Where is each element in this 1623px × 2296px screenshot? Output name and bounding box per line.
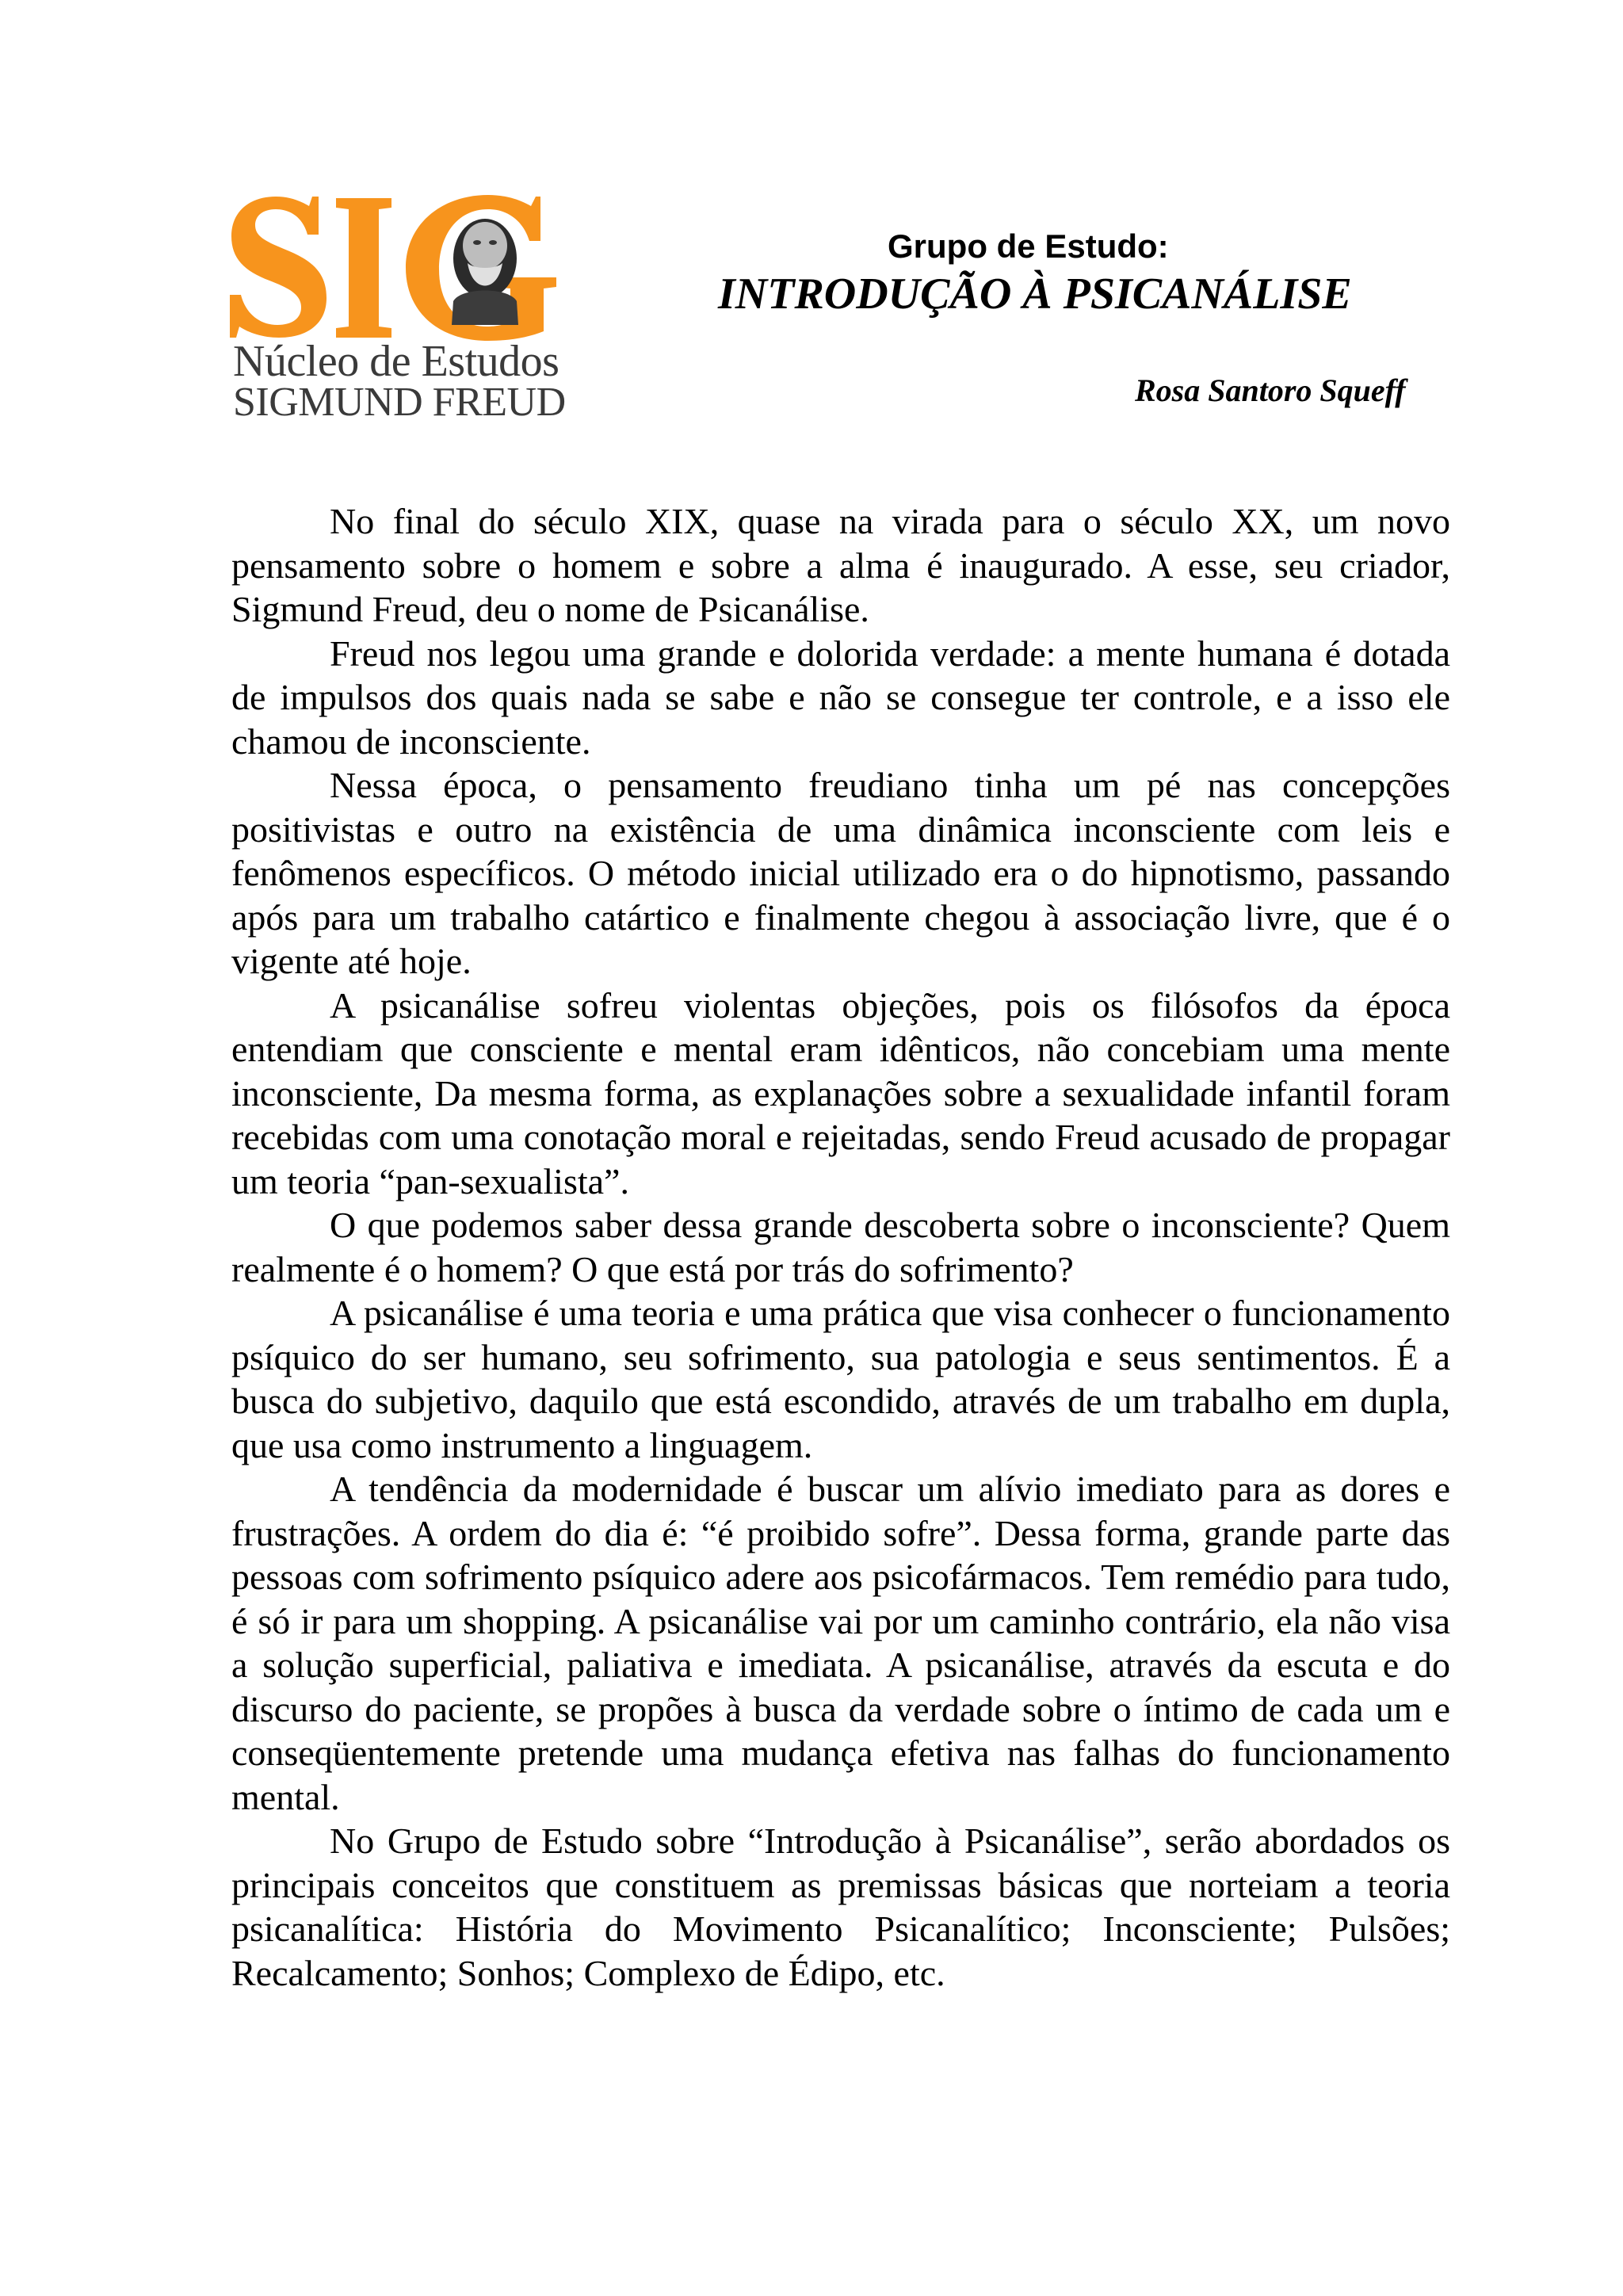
group-label: Grupo de Estudo: — [888, 227, 1169, 265]
paragraph: No final do século XIX, quase na virada para o século XX, um novo pensamento sobre o homem e sobre a alma é inaugurado. A esse, seu criador, Sigmund Freud, deu o nome de Psicanálise. — [231, 501, 1450, 629]
logo-letter-s — [230, 197, 327, 338]
paragraph: A psicanálise é uma teoria e uma prática que visa conhecer o funcionamento psíquico do ser humano, seu sofrimento, sua patologia e seus sentimentos. É a busca do subjetivo, daquilo que está escondido, através de um trabalho em dupla, que usa como instrumento a linguagem. — [231, 1293, 1450, 1465]
freud-portrait-icon — [452, 219, 518, 325]
paragraph: Freud nos legou uma grande e dolorida verdade: a mente humana é dotada de impulsos dos quais nada se sabe e não se consegue ter controle, e a isso ele chamou de inconsciente. — [231, 632, 1450, 762]
logo-letter-i — [336, 198, 391, 338]
sig-logo-mark — [230, 190, 602, 341]
paragraph: A tendência da modernidade é buscar um alívio imediato para as dores e frustrações. A ordem do dia é: “é proibido sofre”. Dessa forma, grande parte das pessoas com sofrimento psíquico adere aos psicofármacos. Tem remédio para tudo, é só ir para um shopping. A psicanálise vai por um caminho contrário, ela não visa a solução superficial, paliativa e imediata. A psicanálise, através da escuta e do discurso do paciente, se propões à busca da verdade sobre o íntimo de cada um e conseqüentemente pretende uma mudança efetiva nas falhas do funcionamento mental. — [231, 1469, 1450, 1817]
paragraph: A psicanálise sofreu violentas objeções, pois os filósofos da época entendiam que consciente e mental eram idênticos, não concebiam uma mente inconsciente, Da mesma forma, as explanações sobre a sexualidade infantil foram recebidas com uma conotação moral e rejeitadas, sendo Freud acusado de propagar um teoria “pan-sexualista”. — [231, 984, 1450, 1201]
logo — [230, 190, 602, 428]
paragraph: O que podemos saber dessa grande descoberta sobre o inconsciente? Quem realmente é o homem? O que está por trás do sofrimento? — [231, 1205, 1450, 1289]
body-text — [231, 499, 1450, 1995]
logo-text-sigmund-freud: SIGMUND FREUD — [233, 380, 566, 425]
author-name: Rosa Santoro Squeff — [1135, 372, 1406, 408]
course-title: INTRODUÇÃO À PSICANÁLISE — [718, 269, 1352, 319]
logo-text-nucleo: Núcleo de Estudos — [233, 337, 559, 386]
paragraph: Nessa época, o pensamento freudiano tinha um pé nas concepções positivistas e outro na existência de uma dinâmica inconsciente com leis e fenômenos específicos. O método inicial utilizado era o do hipnotismo, passando após para um trabalho catártico e finalmente chegou à associação livre, que é o vigente até hoje. — [231, 765, 1450, 981]
paragraph: No Grupo de Estudo sobre “Introdução à Psicanálise”, serão abordados os principais conceitos que constituem as premissas básicas que norteiam a teoria psicanalítica: História do Movimento Psicanalítico; Inconsciente; Pulsões; Recalcamento; Sonhos; Complexo de Édipo, etc. — [231, 1820, 1450, 1993]
